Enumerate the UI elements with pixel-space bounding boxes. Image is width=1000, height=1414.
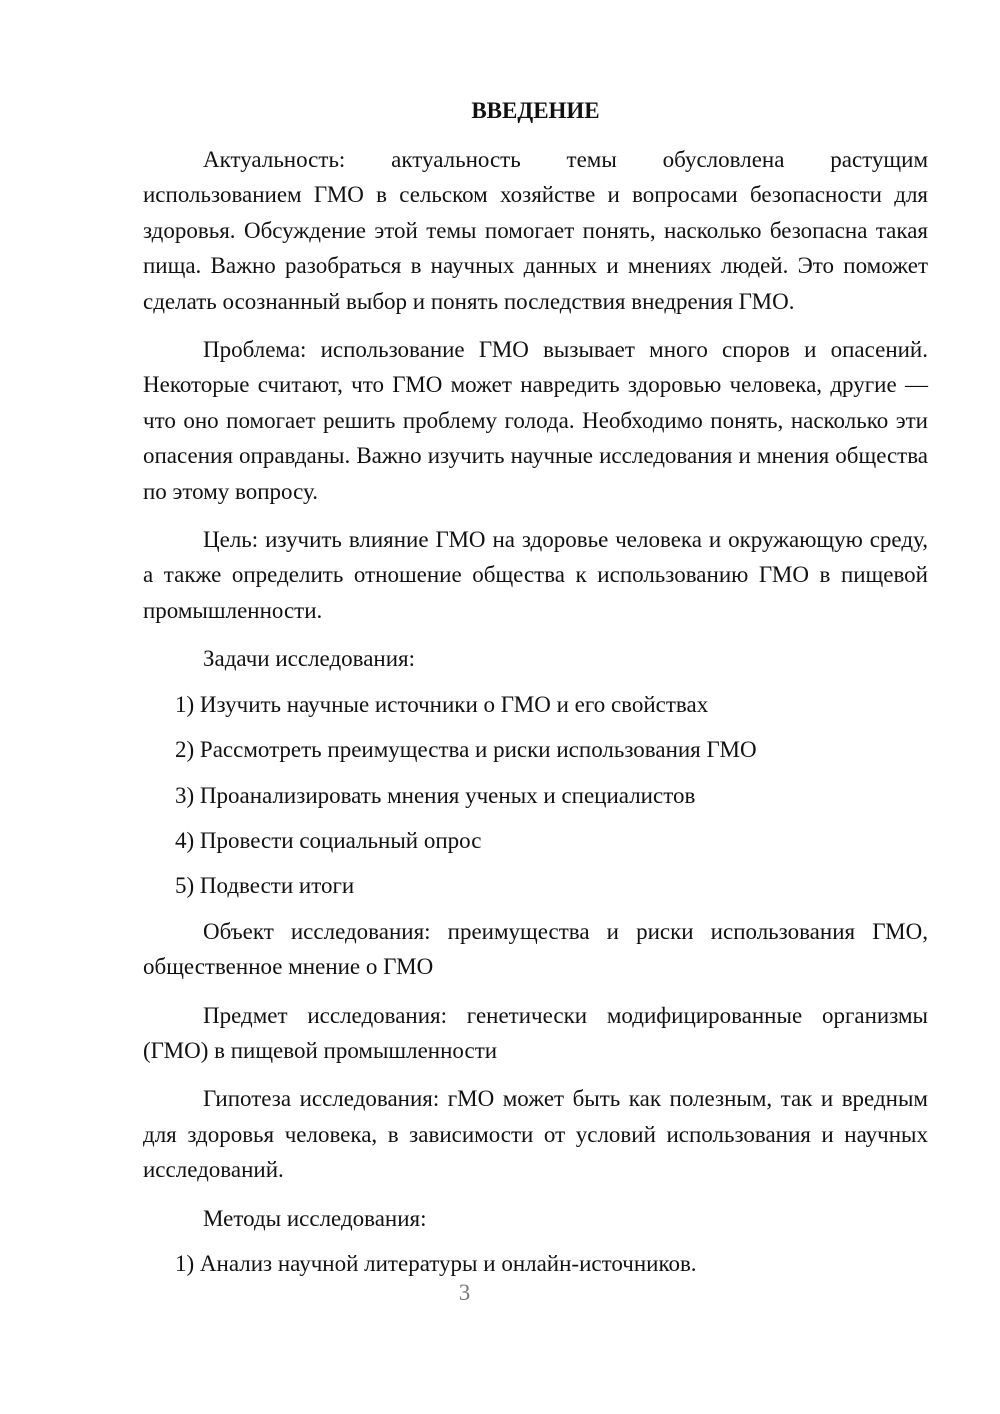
list-item: 1) Изучить научные источники о ГМО и его свойствах (175, 691, 709, 717)
paragraph-goal: Цель: изучить влияние ГМО на здоровье человека и окружающую среду, а также определить отношение общества к использованию ГМО в пищевой промышленности. (143, 527, 928, 623)
page-number: 3 (458, 1280, 471, 1305)
list-item: 1) Анализ научной литературы и онлайн-источников. (175, 1250, 697, 1276)
list-item: 5) Подвести итоги (175, 873, 355, 899)
list-item: 4) Провести социальный опрос (175, 827, 482, 853)
page-title: ВВЕДЕНИЕ (471, 98, 600, 123)
page-content (143, 93, 928, 1291)
methods-heading: Методы исследования: (203, 1205, 427, 1231)
paragraph-problem: Проблема: использование ГМО вызывает много споров и опасений. Некоторые считают, что ГМО может навредить здоровью человека, другие — что оно помогает решить проблему голода. Необходимо понять, насколько эти опасения оправданы. Важно изучить научные исследования и мнения общества по этому вопросу. (143, 337, 928, 504)
list-item: 2) Рассмотреть преимущества и риски использования ГМО (175, 737, 757, 763)
tasks-heading: Задачи исследования: (203, 646, 416, 672)
paragraph-subject: Предмет исследования: генетически модифицированные организмы (ГМО) в пищевой промышленности (143, 1002, 928, 1063)
paragraph-hypothesis: Гипотеза исследования: гМО может быть как полезным, так и вредным для здоровья человека, в зависимости от условий использования и научных исследований. (143, 1086, 928, 1183)
list-item: 3) Проанализировать мнения ученых и специалистов (175, 782, 696, 808)
paragraph-relevance: Актуальность: актуальность темы обусловлена растущим использованием ГМО в сельском хозяйстве и вопросами безопасности для здоровья. Обсуждение этой темы помогает понять, насколько безопасна такая пища. Важно разобраться в научных данных и мнениях людей. Это поможет сделать осознанный выбор и понять последствия внедрения ГМО. (143, 147, 928, 314)
paragraph-object: Объект исследования: преимущества и риски использования ГМО, общественное мнение о ГМО (143, 918, 928, 980)
